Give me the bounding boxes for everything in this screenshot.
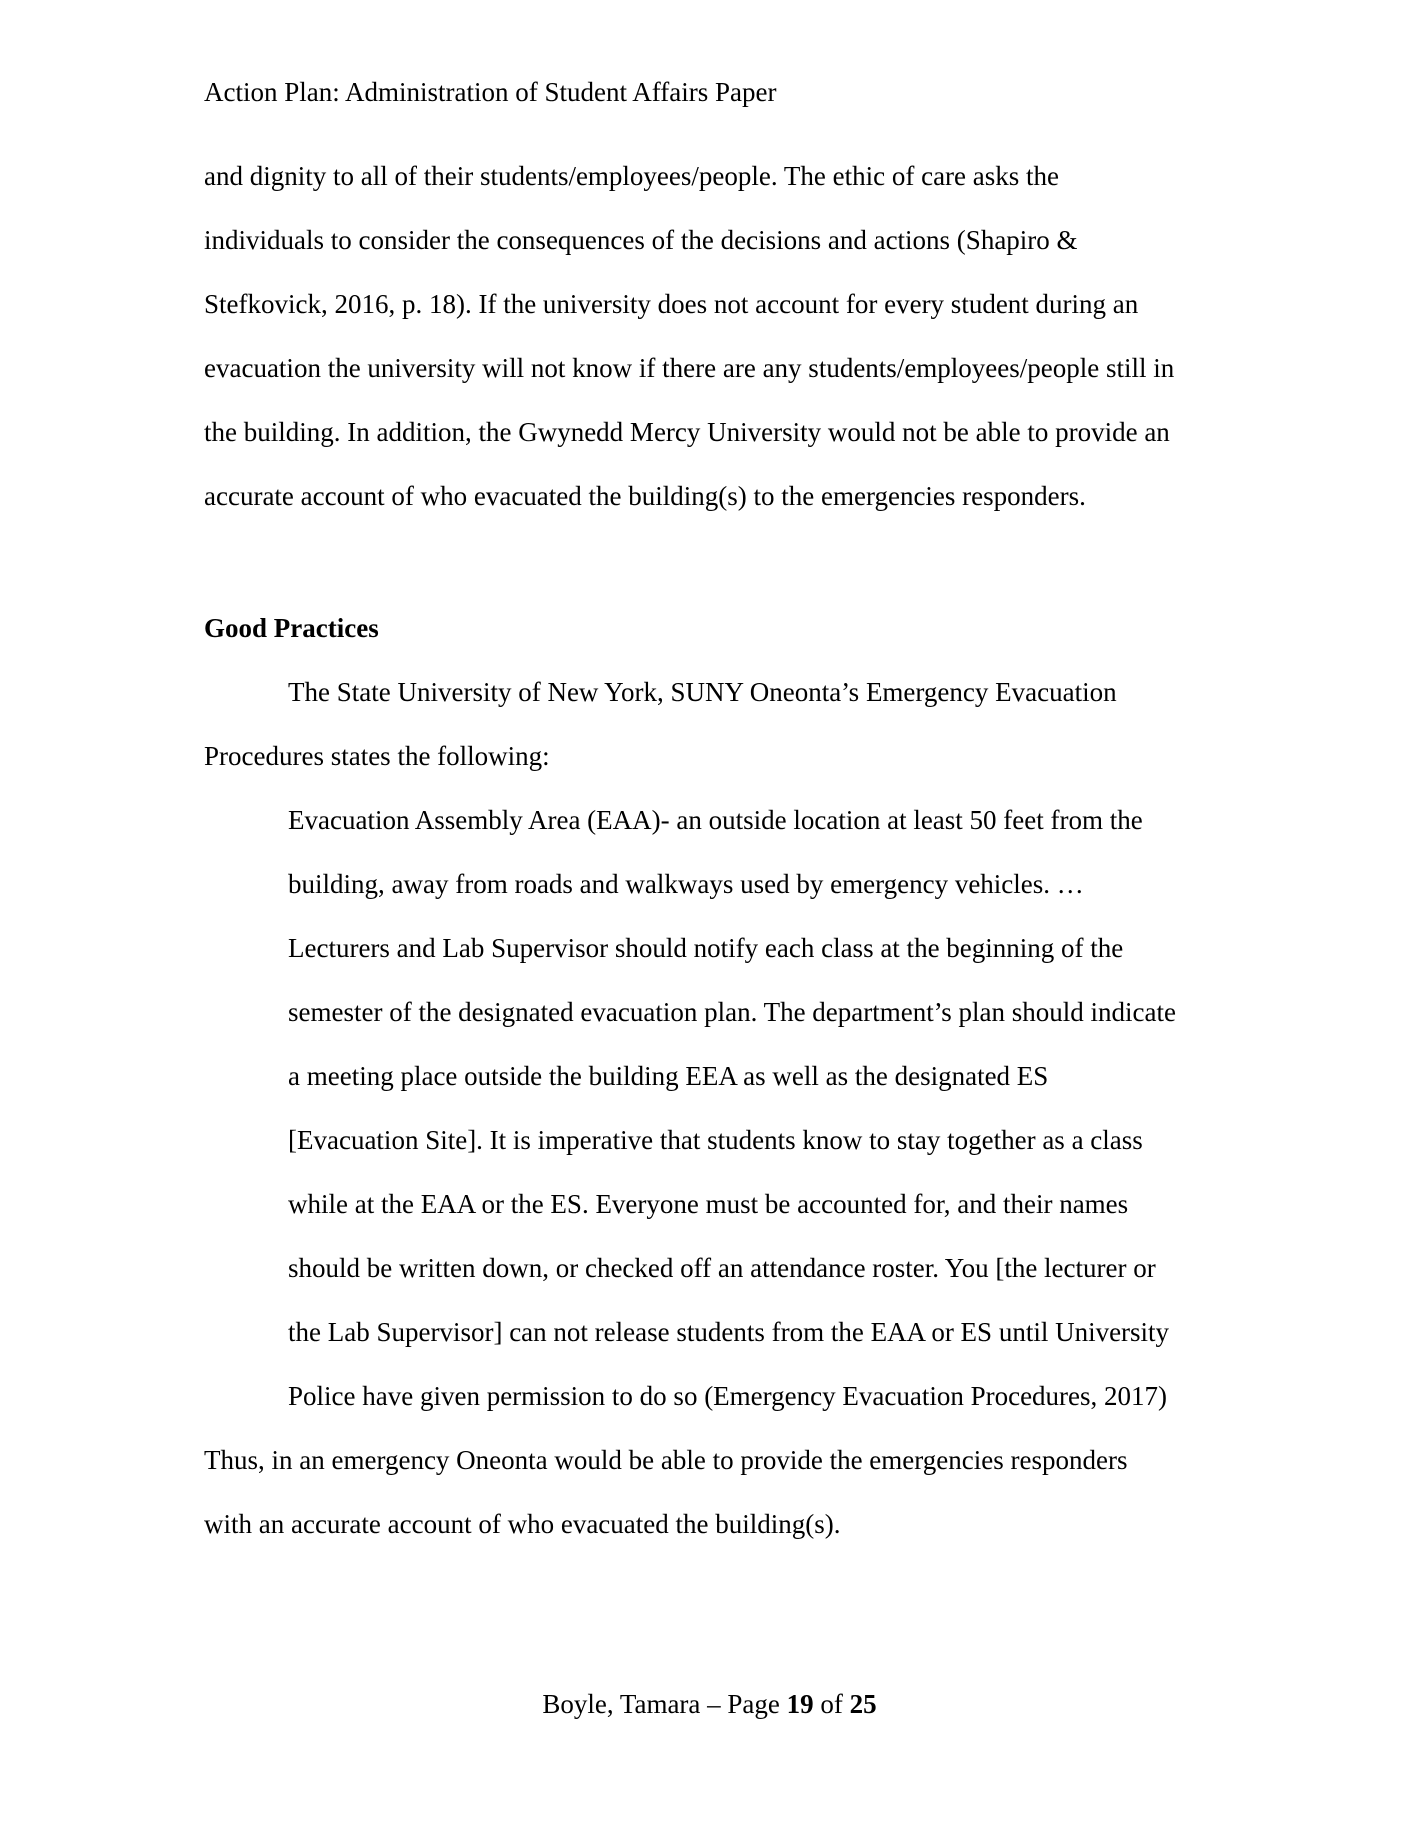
paragraph-line: evacuation the university will not know if there are any students/employees/people still in: [204, 353, 1175, 383]
footer-author: Boyle, Tamara – Page: [542, 1689, 787, 1719]
block-quote-line: [Evacuation Site]. It is imperative that students know to stay together as a class: [288, 1125, 1143, 1155]
conclusion-line: with an accurate account of who evacuated the building(s).: [204, 1509, 841, 1539]
paragraph-line: individuals to consider the consequences of the decisions and actions (Shapiro &: [204, 225, 1078, 255]
page-footer: [0, 1688, 1419, 1720]
block-quote-line: Police have given permission to do so (Emergency Evacuation Procedures, 2017): [288, 1381, 1168, 1411]
block-quote-line: building, away from roads and walkways used by emergency vehicles. …: [288, 869, 1084, 899]
intro-line: The State University of New York, SUNY Oneonta’s Emergency Evacuation: [288, 677, 1117, 707]
paragraph-line: accurate account of who evacuated the building(s) to the emergencies responders.: [204, 481, 1086, 511]
section-heading: Good Practices: [204, 613, 379, 643]
paragraph-line: Stefkovick, 2016, p. 18). If the university does not account for every student during an: [204, 289, 1139, 319]
block-quote-line: a meeting place outside the building EEA as well as the designated ES: [288, 1061, 1049, 1091]
conclusion-line: Thus, in an emergency Oneonta would be able to provide the emergencies responders: [204, 1445, 1128, 1475]
running-header: Action Plan: Administration of Student Affairs Paper: [204, 77, 777, 107]
footer-total-pages: 25: [849, 1689, 877, 1719]
intro-line: Procedures states the following:: [204, 741, 550, 771]
block-quote-line: the Lab Supervisor] can not release students from the EAA or ES until University: [288, 1317, 1170, 1347]
block-quote-line: semester of the designated evacuation plan. The department’s plan should indicate: [288, 997, 1176, 1027]
paragraph-line: and dignity to all of their students/employees/people. The ethic of care asks the: [204, 161, 1060, 191]
block-quote-line: while at the EAA or the ES. Everyone must be accounted for, and their names: [288, 1189, 1129, 1219]
paragraph-line: the building. In addition, the Gwynedd Mercy University would not be able to provide an: [204, 417, 1170, 447]
block-quote-line: should be written down, or checked off an attendance roster. You [the lecturer or: [288, 1253, 1156, 1283]
block-quote-line: Lecturers and Lab Supervisor should notify each class at the beginning of the: [288, 933, 1124, 963]
footer-of: of: [813, 1689, 850, 1719]
footer-page-number: 19: [786, 1689, 814, 1719]
block-quote-line: Evacuation Assembly Area (EAA)- an outside location at least 50 feet from the: [288, 805, 1143, 835]
